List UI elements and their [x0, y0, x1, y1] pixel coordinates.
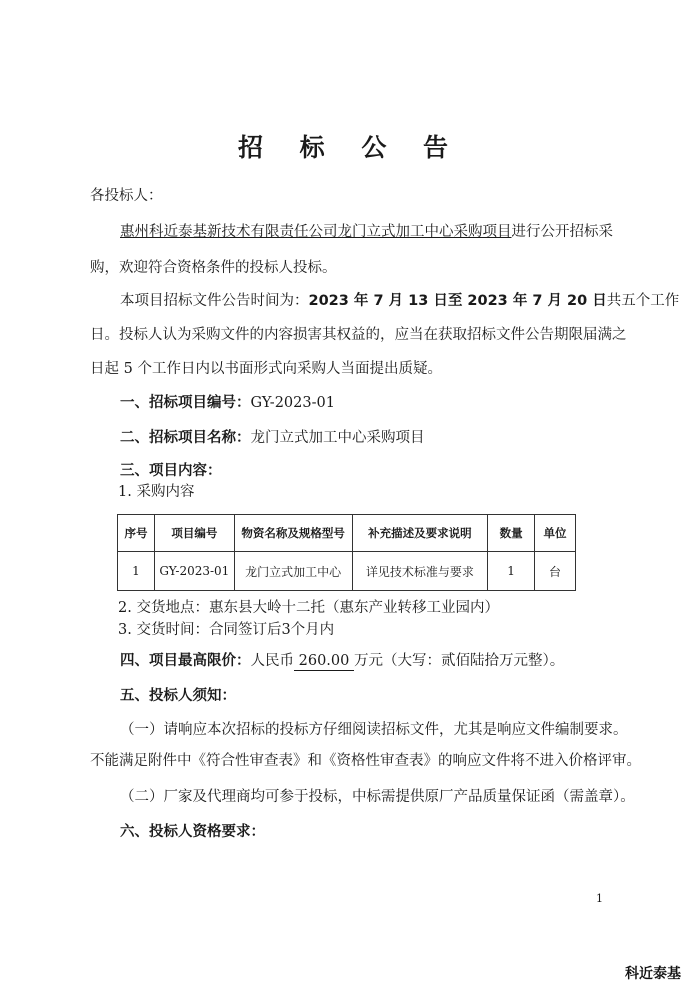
period-line-1	[120, 291, 680, 311]
procurement-table	[117, 514, 576, 591]
section-5-p2: （二）厂家及代理商均可参于投标，中标需提供原厂产品质量保证函（需盖章）。	[120, 789, 635, 805]
section-3-item-1: 1. 采购内容	[118, 484, 195, 500]
table-header-cell: 数量	[488, 515, 535, 552]
table-cell: 1	[118, 552, 155, 591]
price-prefix: 人民币	[250, 653, 294, 669]
price-amount: 260.00	[294, 652, 354, 671]
table-header-cell: 项目编号	[154, 515, 234, 552]
delivery-place: 2. 交货地点：惠东县大岭十二托（惠东产业转移工业园内）	[118, 600, 499, 616]
intro-rest: 进行公开招标采	[511, 224, 613, 240]
section-6-label: 六、投标人资格要求：	[120, 824, 265, 840]
table-header-cell: 序号	[118, 515, 155, 552]
section-3-label: 三、项目内容：	[120, 463, 222, 479]
section-1	[120, 393, 650, 413]
table-cell: 龙门立式加工中心	[234, 552, 352, 591]
section-1-label: 一、招标项目编号：	[120, 395, 251, 411]
salutation: 各投标人：	[90, 188, 163, 204]
section-5-p1-line-2: 不能满足附件中《符合性审查表》和《资格性审查表》的响应文件将不进入价格评审。	[90, 753, 641, 769]
table-header-cell: 物资名称及规格型号	[234, 515, 352, 552]
company-project-name: 惠州科近泰基新技术有限责任公司龙门立式加工中心采购项目	[120, 224, 512, 240]
table-row	[118, 552, 576, 591]
section-2	[120, 428, 650, 448]
period-suffix: 共五个工作	[606, 293, 680, 309]
section-2-label: 二、招标项目名称：	[120, 430, 251, 446]
table-cell: 台	[535, 552, 576, 591]
page-title: 招 标 公 告	[237, 133, 463, 162]
period-line-2: 日。投标人认为采购文件的内容损害其权益的，应当在获取招标文件公告期限届满之	[90, 327, 627, 343]
table-header-cell: 单位	[535, 515, 576, 552]
table-header-cell: 补充描述及要求说明	[352, 515, 488, 552]
watermark: 科近泰基	[625, 966, 681, 982]
table-cell: GY-2023-01	[154, 552, 234, 591]
delivery-time: 3. 交货时间：合同签订后3个月内	[118, 622, 335, 638]
section-4-label: 四、项目最高限价：	[120, 653, 251, 669]
intro-line-2: 购，欢迎符合资格条件的投标人投标。	[90, 260, 337, 276]
period-line-3: 日起 5 个工作日内以书面形式向采购人当面提出质疑。	[90, 361, 442, 377]
section-1-value: GY-2023-01	[250, 395, 335, 411]
section-5-label: 五、投标人须知：	[120, 688, 236, 704]
section-5-p1-line-1: （一）请响应本次招标的投标方仔细阅读招标文件，尤其是响应文件编制要求。	[120, 722, 628, 738]
section-2-value: 龙门立式加工中心采购项目	[250, 430, 425, 446]
table-cell: 1	[488, 552, 535, 591]
table-cell: 详见技术标准与要求	[352, 552, 488, 591]
section-4	[120, 651, 650, 671]
page-number: 1	[596, 892, 603, 905]
period-range: 2023 年 7 月 13 日至 2023 年 7 月 20 日	[308, 293, 607, 309]
price-suffix: 万元（大写：贰佰陆拾万元整）。	[354, 653, 565, 669]
table-header-row	[118, 515, 576, 552]
period-prefix: 本项目招标文件公告时间为：	[120, 293, 309, 309]
intro-line-1	[120, 222, 650, 242]
